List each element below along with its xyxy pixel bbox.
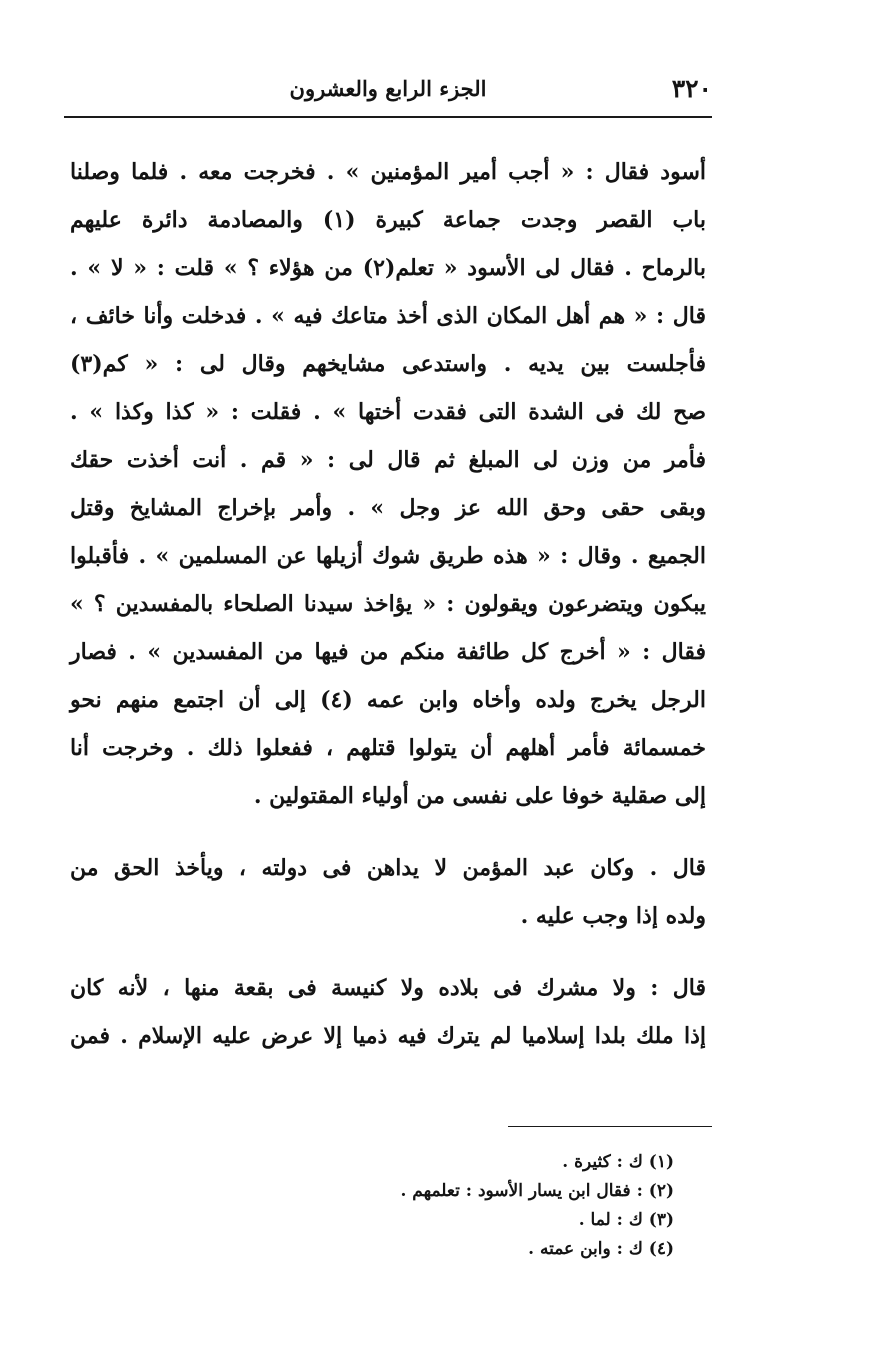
text-line: فأجلست بين يديه . واستدعى مشايخهم وقال لى : « كم(٣) xyxy=(70,351,706,377)
footnote-3: (٣) ك : لما . xyxy=(578,1210,674,1230)
text-line: قال . وكان عبد المؤمن لا يداهن فى دولته ، ويأخذ الحق من xyxy=(70,855,706,881)
text-line: فقال : « أخرج كل طائفة منكم من فيها من المفسدين » . فصار xyxy=(70,639,706,665)
text-line: الرجل يخرج ولده وأخاه وابن عمه (٤) إلى أن اجتمع منهم نحو xyxy=(70,687,706,713)
page-header xyxy=(64,70,712,112)
footnotes xyxy=(300,1148,674,1264)
text-line: ولده إذا وجب عليه . xyxy=(520,903,706,929)
text-line: إلى صقلية خوفا على نفسى من أولياء المقتولين . xyxy=(253,783,706,809)
text-line: يبكون ويتضرعون ويقولون : « يؤاخذ سيدنا الصلحاء بالمفسدين ؟ » xyxy=(70,591,706,617)
footnote-1: (١) ك : كثيرة . xyxy=(562,1152,674,1172)
text-line: أسود فقال : « أجب أمير المؤمنين » . فخرجت معه . فلما وصلنا xyxy=(70,159,706,185)
page-number: ٣٢٠ xyxy=(671,74,712,103)
running-head: الجزء الرابع والعشرون xyxy=(289,76,487,101)
text-line: قال : « هم أهل المكان الذى أخذ متاعك فيه » . فدخلت وأنا خائف ، xyxy=(70,303,706,329)
footnote-rule xyxy=(508,1126,712,1127)
text-line: فأمر من وزن لى المبلغ ثم قال لى : « قم . أنت أخذت حقك xyxy=(70,447,706,473)
text-line: صح لك فى الشدة التى فقدت أختها » . فقلت : « كذا وكذا » . xyxy=(70,399,706,425)
text-line: وبقى حقى وحق الله عز وجل » . وأمر بإخراج المشايخ وقتل xyxy=(70,495,706,521)
text-line: إذا ملك بلدا إسلاميا لم يترك فيه ذميا إلا عرض عليه الإسلام . فمن xyxy=(70,1023,706,1049)
header-rule xyxy=(64,116,712,118)
text-line: الجميع . وقال : « هذه طريق شوك أزيلها عن المسلمين » . فأقبلوا xyxy=(70,543,706,569)
footnote-4: (٤) ك : وابن عمته . xyxy=(528,1239,674,1259)
paragraph-2 xyxy=(70,844,706,940)
text-line: قال : ولا مشرك فى بلاده ولا كنيسة فى بقعة منها ، لأنه كان xyxy=(70,975,706,1001)
paragraph-1 xyxy=(70,148,706,820)
body-text xyxy=(70,148,706,1060)
text-line: خمسمائة فأمر أهلهم أن يتولوا قتلهم ، ففعلوا ذلك . وخرجت أنا xyxy=(70,735,706,761)
text-line: بالرماح . فقال لى الأسود « تعلم(٢) من هؤلاء ؟ » قلت : « لا » . xyxy=(70,255,707,281)
paragraph-3 xyxy=(70,964,706,1060)
text-line: باب القصر وجدت جماعة كبيرة (١) والمصادمة دائرة عليهم xyxy=(70,207,707,233)
footnote-2: (٢) : فقال ابن يسار الأسود : تعلمهم . xyxy=(400,1181,674,1201)
